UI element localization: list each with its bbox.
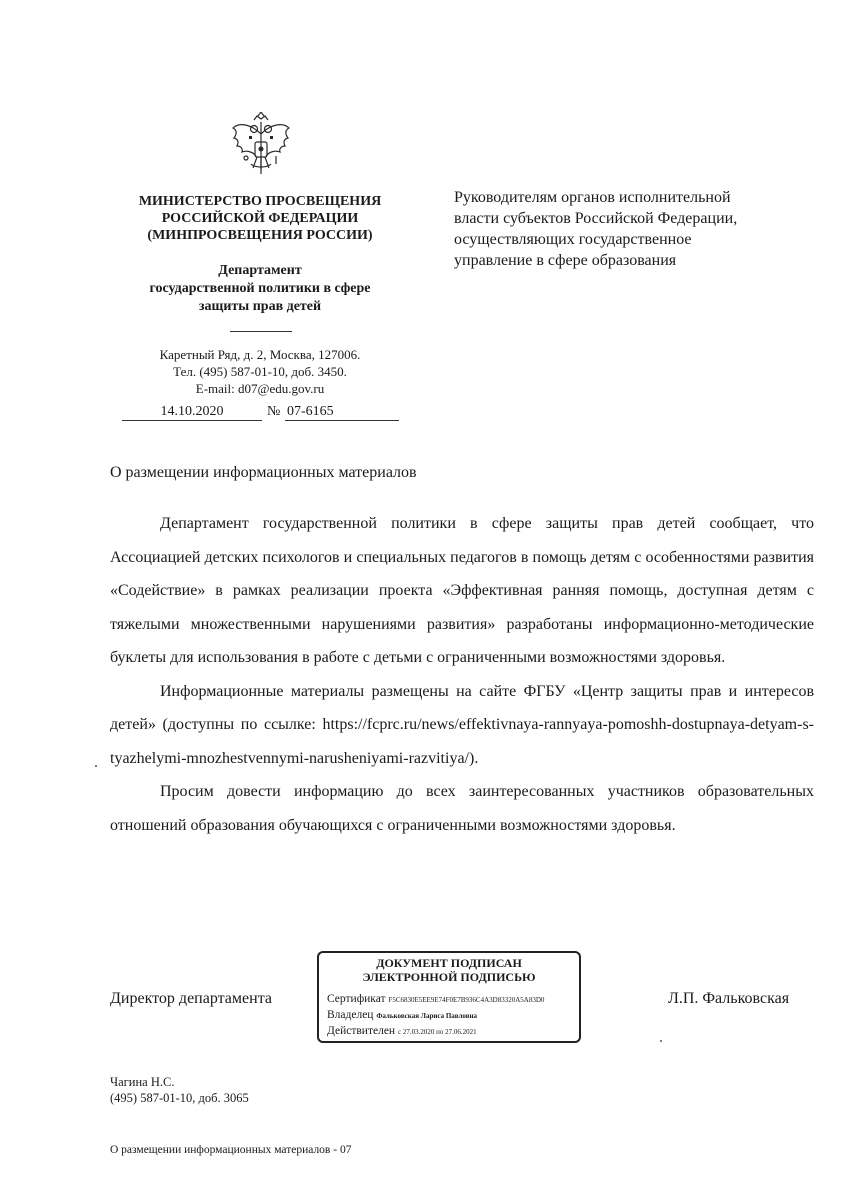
addressee-line: управление в сфере образования xyxy=(454,252,677,269)
ministry-line: РОССИЙСКОЙ ФЕДЕРАЦИИ xyxy=(161,211,359,226)
coat-of-arms-icon xyxy=(229,112,293,182)
executor-name: Чагина Н.С. xyxy=(110,1075,175,1089)
department-line: Департамент xyxy=(218,263,302,278)
electronic-signature-stamp xyxy=(317,951,581,1043)
address-line: Каретный Ряд, д. 2, Москва, 127006. xyxy=(159,347,361,362)
body-paragraph: Департамент государственной политики в сфере защиты прав детей сообщает, что Ассоциацией детских психологов и специальных педагогов в помощь детям с особенностями развития «Содействие» в рамках реализации проекта «Эффективная ранняя помощь, доступная детям с тяжелыми множественными нарушениями развития» разработаны информационно-методические буклеты для использования в работе с детьми с ограниченными возможностями здоровья. xyxy=(110,515,814,666)
body-paragraph: Просим довести информацию до всех заинтересованных участников образовательных отношений образования обучающихся с ограниченными возможностями здоровья. xyxy=(110,783,814,834)
stamp-validity xyxy=(327,1024,477,1039)
scan-speck xyxy=(95,765,97,767)
header-divider xyxy=(230,331,292,332)
document-date: 14.10.2020 xyxy=(122,403,262,421)
certificate-label: Сертификат xyxy=(327,993,386,1005)
department-line: защиты прав детей xyxy=(198,299,322,314)
number-label: № xyxy=(267,404,281,419)
page-footer: О размещении информационных материалов - 07 xyxy=(110,1144,352,1156)
addressee xyxy=(454,187,814,271)
ministry-line: МИНИСТЕРСТВО ПРОСВЕЩЕНИЯ xyxy=(138,194,382,209)
stamp-owner xyxy=(327,1008,477,1023)
body-paragraph: Информационные материалы размещены на сайте ФГБУ «Центр защиты прав и интересов детей» (доступны по ссылке: https://fcprc.ru/news/effektivnaya-rannyaya-pomoshh-dostupnaya-detyam-s-tyazhelymi-mnozhestvennymi-narusheniyami-razvitiya/). xyxy=(110,682,814,767)
stamp-heading xyxy=(319,956,579,984)
ministry-line: (МИНПРОСВЕЩЕНИЯ РОССИИ) xyxy=(147,228,373,243)
stamp-heading-line: ЭЛЕКТРОННОЙ ПОДПИСЬЮ xyxy=(362,970,536,984)
signatory-title: Директор департамента xyxy=(110,990,272,1007)
address-line: Тел. (495) 587-01-10, доб. 3450. xyxy=(173,364,347,379)
ministry-name xyxy=(110,193,410,244)
executor-info xyxy=(110,1074,249,1106)
stamp-heading-line: ДОКУМЕНТ ПОДПИСАН xyxy=(376,956,522,970)
department-line: государственной политики в сфере xyxy=(149,281,371,296)
owner-value: Фальковская Лариса Павловна xyxy=(376,1012,478,1020)
certificate-value: F5C6830E5EE9E74F0E7B936C4A3D83320A5A83D0 xyxy=(388,996,545,1004)
addressee-line: власти субъектов Российской Федерации, xyxy=(454,210,738,227)
department-address xyxy=(110,346,410,397)
addressee-line: осуществляющих государственное xyxy=(454,231,692,248)
email-line: E-mail: d07@edu.gov.ru xyxy=(195,381,325,396)
addressee-line: Руководителям органов исполнительной xyxy=(454,189,731,206)
document-number: 07-6165 xyxy=(285,403,399,421)
registration-line xyxy=(122,403,397,421)
valid-label: Действителен xyxy=(327,1025,396,1037)
executor-phone: (495) 587-01-10, доб. 3065 xyxy=(110,1091,249,1105)
department-name xyxy=(110,262,410,316)
letter-body xyxy=(110,507,814,842)
scan-speck xyxy=(660,1040,662,1042)
owner-label: Владелец xyxy=(327,1009,374,1021)
stamp-certificate xyxy=(327,992,544,1007)
valid-value: с 27.03.2020 по 27.06.2021 xyxy=(397,1028,477,1036)
signatory-name: Л.П. Фальковская xyxy=(668,990,790,1007)
letter-subject: О размещении информационных материалов xyxy=(110,464,417,481)
